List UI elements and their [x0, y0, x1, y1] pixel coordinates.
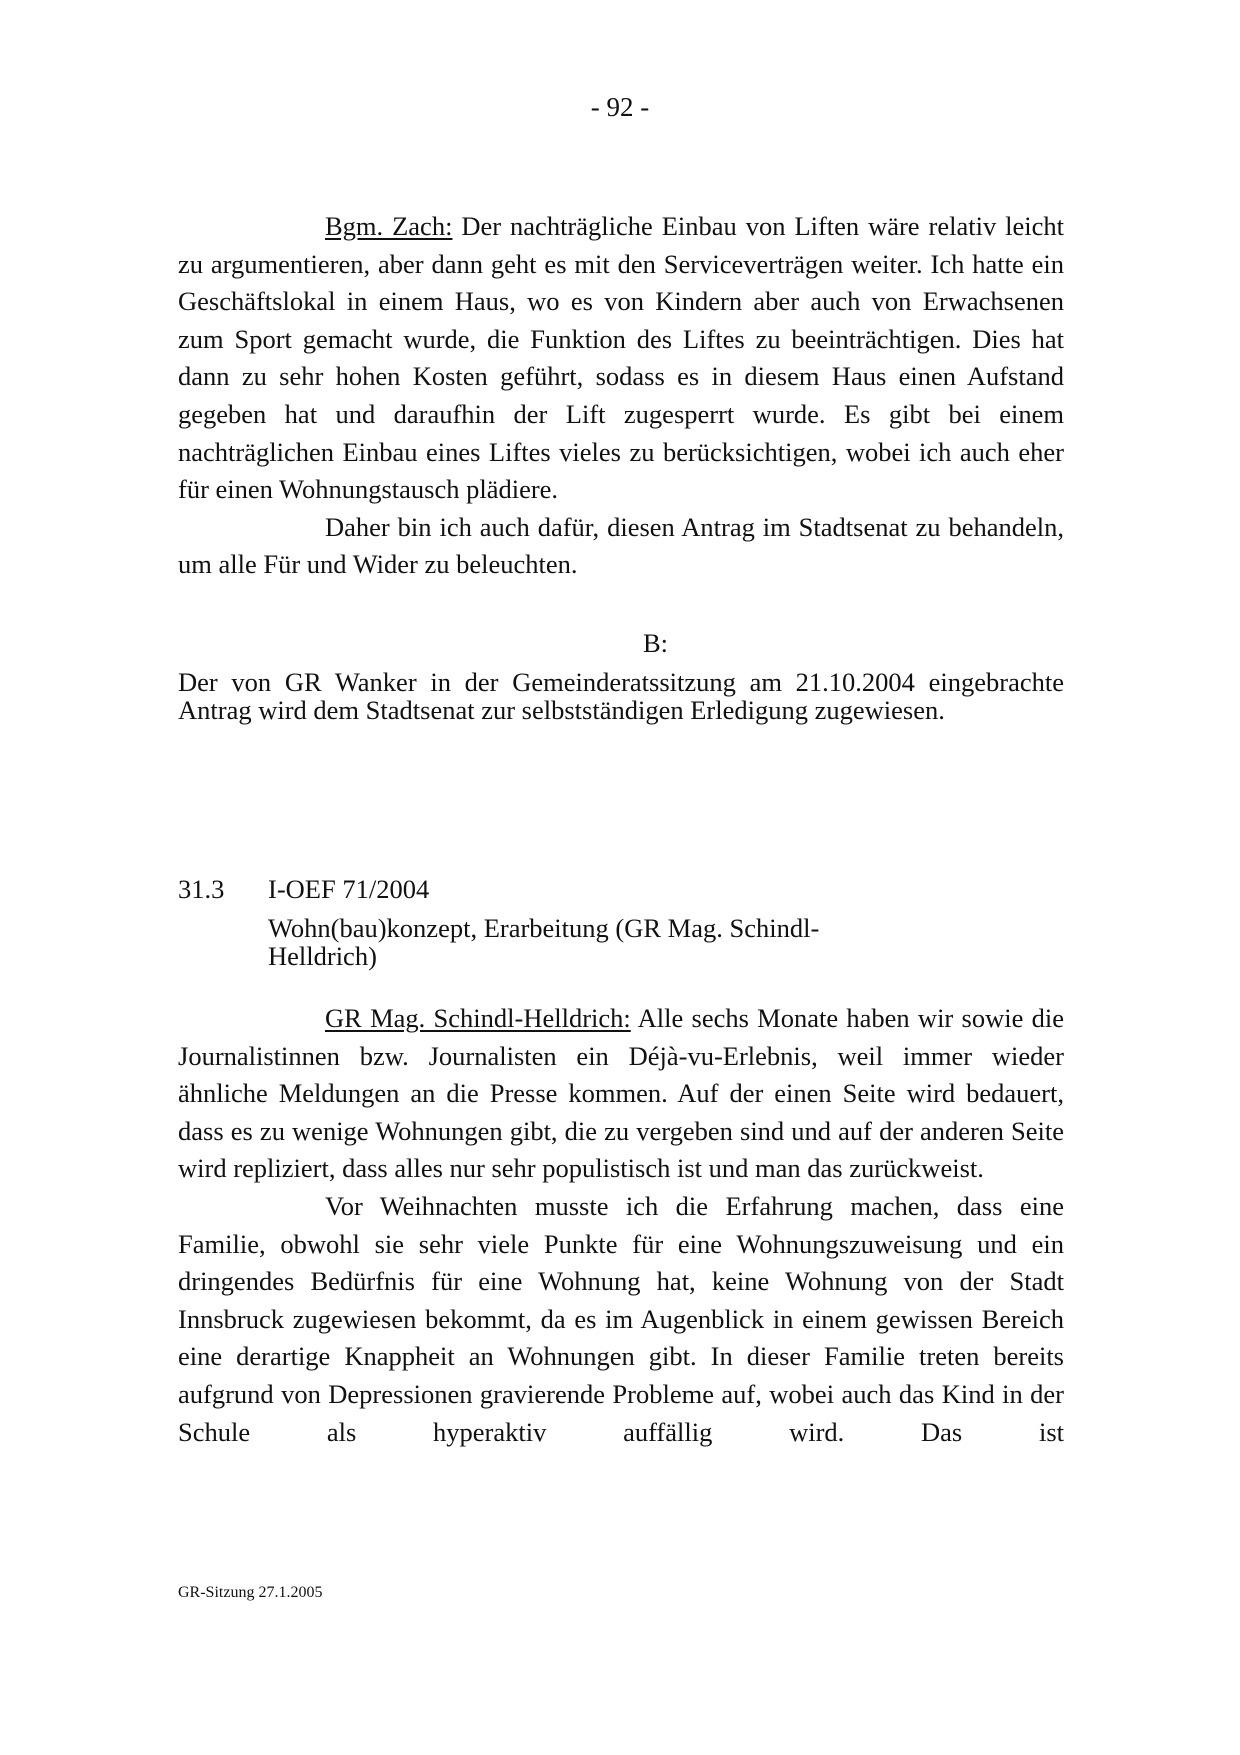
resolution-label: B:: [643, 628, 669, 658]
paragraph: Vor Weihnachten musste ich die Erfahrung machen, dass eine Familie, obwohl sie sehr viele Punkte für eine Wohnungszuweisung und ein dringendes Bedürfnis für eine Wohnung hat, keine Wohnung von der Stadt Innsbruck zugewiesen bekommt, da es im Augenblick in einem gewissen Bereich eine derartige Knappheit an Wohnungen gibt. In dieser Familie treten bereits aufgrund von Depressionen gravierende Probleme auf, wobei auch das Kind in der Schule als hyperaktiv auffällig wird. Das ist: [178, 1190, 1064, 1447]
paragraph: Daher bin ich auch dafür, diesen Antrag im Stadtsenat zu behandeln, um alle Für und Wider zu beleuchten.: [178, 511, 1064, 580]
section-schindl-helldrich: [178, 1000, 1064, 1451]
paragraph: [178, 208, 1064, 509]
paragraph: [178, 1000, 1064, 1188]
page-number: - 92 -: [590, 92, 650, 122]
agenda-item-title-line: Wohn(bau)konzept, Erarbeitung (GR Mag. Schindl-: [268, 913, 820, 943]
paragraph-text: Der nachträgliche Einbau von Liften wäre relativ leicht zu argumentieren, aber dann geht es mit den Serviceverträgen weiter. Ich hatte ein Geschäftslokal in einem Haus, wo es von Kindern aber auch von Erwachsenen zum Sport gemacht wurde, die Funktion des Liftes zu beeinträchtigen. Dies hat dann zu sehr hohen Kosten geführt, sodass es in diesem Haus einen Aufstand gegeben hat und daraufhin der Lift zugesperrt wurde. Es gibt bei einem nachträglichen Einbau eines Liftes vieles zu berücksichtigen, wobei ich auch eher für einen Wohnungstausch plädiere.: [178, 211, 1064, 505]
speaker-name: GR Mag. Schindl-Helldrich:: [325, 1003, 631, 1033]
agenda-item-title: [268, 914, 888, 970]
section-bgm-zach: [178, 208, 1064, 584]
footer: GR-Sitzung 27.1.2005: [178, 1584, 323, 1601]
speaker-name: Bgm. Zach:: [325, 211, 453, 241]
agenda-item-number: 31.3: [178, 874, 225, 904]
resolution-text: Der von GR Wanker in der Gemeinderatssitzung am 21.10.2004 eingebrachte Antrag wird dem Stadtsenat zur selbstständigen Erledigung zugewiesen.: [178, 667, 1064, 725]
agenda-item-code: I-OEF 71/2004: [268, 874, 430, 904]
paragraph-text: Alle sechs Monate haben wir sowie die Journalistinnen bzw. Journalisten ein Déjà-vu-Erlebnis, weil immer wieder ähnliche Meldungen an die Presse kommen. Auf der einen Seite wird bedauert, dass es zu wenige Wohnungen gibt, die zu vergeben sind und auf der anderen Seite wird repliziert, dass alles nur sehr populistisch ist und man das zurückweist.: [178, 1003, 1065, 1184]
agenda-item-title-line: Helldrich): [268, 941, 377, 971]
